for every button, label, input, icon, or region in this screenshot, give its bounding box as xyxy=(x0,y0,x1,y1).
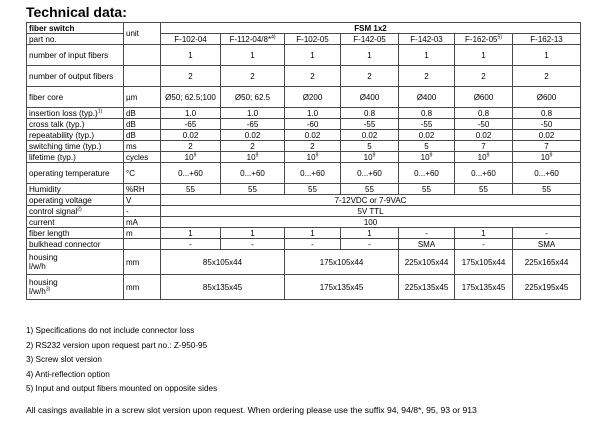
cell-text: 55 xyxy=(365,184,374,194)
cell-text: Ø50; 62.5;100 xyxy=(165,92,216,102)
cell-text: 0.02 xyxy=(244,130,261,140)
footnote-marker: 9 xyxy=(549,151,553,158)
cell-text: 1.0 xyxy=(184,108,197,118)
row-unit: - xyxy=(124,206,161,217)
row-unit: µm xyxy=(124,87,161,108)
cell-text: 10 xyxy=(540,152,550,162)
table-row xyxy=(27,152,581,163)
cell-text: 5 xyxy=(367,141,372,151)
cell-text: 0.02 xyxy=(538,130,555,140)
value-cell xyxy=(455,87,513,108)
cell-text: Ø600 xyxy=(473,92,494,102)
value-cell xyxy=(341,152,399,163)
value-cell: SMA xyxy=(399,239,455,250)
value-cell xyxy=(285,141,341,152)
footnote-marker: 3) xyxy=(45,286,51,293)
cell-text: 55 xyxy=(479,184,488,194)
cell-text: 2 xyxy=(367,71,372,81)
table-row xyxy=(27,206,581,217)
value-cell xyxy=(341,87,399,108)
row-label-text: number of output fibers xyxy=(29,71,114,81)
cell-text: 0.02 xyxy=(475,130,492,140)
value-cell xyxy=(221,152,285,163)
row-unit: dB xyxy=(124,108,161,119)
value-cell xyxy=(513,152,581,163)
cell-text: -60 xyxy=(306,119,319,129)
value-cell xyxy=(221,87,285,108)
row-label xyxy=(27,275,124,300)
group-header: FSM 1x2 xyxy=(161,23,581,34)
cell-text: 2 xyxy=(250,71,255,81)
cell-text: 2 xyxy=(250,141,255,151)
value-cell xyxy=(513,45,581,66)
cell-text: 55 xyxy=(542,184,551,194)
row-label xyxy=(27,250,124,275)
row-unit: mm xyxy=(124,275,161,300)
row-label-text: operating voltage xyxy=(29,195,92,205)
table-row xyxy=(27,184,581,195)
cell-text: 10 xyxy=(246,152,256,162)
cell-text: Ø400 xyxy=(359,92,380,102)
row-label-text: current xyxy=(29,217,55,227)
table-row xyxy=(27,239,581,250)
shared-value-cell: 7-12VDC or 7-9VAC xyxy=(161,195,581,206)
value-cell xyxy=(285,152,341,163)
value-cell xyxy=(285,87,341,108)
footnote: 3) Screw slot version xyxy=(26,355,102,365)
value-cell xyxy=(399,184,455,195)
row-label xyxy=(27,195,124,206)
housing-value-cell: 225x135x45 xyxy=(399,275,455,300)
footnote-marker: 4) xyxy=(271,33,276,40)
value-cell xyxy=(455,141,513,152)
row-label xyxy=(27,141,124,152)
row-unit: %RH xyxy=(124,184,161,195)
footnote-marker: 5) xyxy=(497,33,502,40)
cell-text: 1 xyxy=(367,50,372,60)
row-label-text: housing xyxy=(29,253,58,262)
value-cell: - xyxy=(399,228,455,239)
cell-text: Ø600 xyxy=(536,92,557,102)
row-label xyxy=(27,152,124,163)
value-cell: - xyxy=(513,228,581,239)
value-cell xyxy=(399,66,455,87)
value-cell xyxy=(399,163,455,184)
value-cell xyxy=(399,45,455,66)
value-cell: 1 xyxy=(161,228,221,239)
part-number-header xyxy=(455,34,513,45)
cell-text: 0...+60 xyxy=(300,168,325,178)
row-unit: dB xyxy=(124,119,161,130)
table-row xyxy=(27,275,581,300)
value-cell xyxy=(341,163,399,184)
cell-text: 55 xyxy=(248,184,257,194)
table-row xyxy=(27,45,581,66)
footnote-marker: 9 xyxy=(255,151,259,158)
value-cell xyxy=(513,119,581,130)
cell-text: 0.8 xyxy=(420,108,433,118)
value-cell xyxy=(399,108,455,119)
row-label xyxy=(27,119,124,130)
value-cell xyxy=(221,130,285,141)
table-row xyxy=(27,217,581,228)
row-label-text: switching time (typ.) xyxy=(29,141,102,151)
part-number: F-102-04 xyxy=(174,34,207,44)
row-unit xyxy=(124,239,161,250)
value-cell xyxy=(221,141,285,152)
value-cell xyxy=(455,163,513,184)
value-cell xyxy=(285,163,341,184)
value-cell xyxy=(285,45,341,66)
value-cell xyxy=(161,130,221,141)
row-label xyxy=(27,108,124,119)
row-label-text: number of input fibers xyxy=(29,50,109,60)
cell-text: 0.02 xyxy=(361,130,378,140)
part-no-label: part no. xyxy=(27,34,124,45)
part-number: F-102-05 xyxy=(296,34,329,44)
row-label-text: lifetime (typ.) xyxy=(29,152,76,162)
value-cell xyxy=(161,87,221,108)
row-label-text: cross talk (typ.) xyxy=(29,119,85,129)
value-cell xyxy=(285,130,341,141)
row-label-text: l/w/h xyxy=(29,262,46,271)
row-label xyxy=(27,163,124,184)
row-label-text: repeatability (typ.) xyxy=(29,130,95,140)
value-cell xyxy=(161,163,221,184)
part-number-header xyxy=(341,34,399,45)
table-row xyxy=(27,66,581,87)
cell-text: -55 xyxy=(363,119,376,129)
value-cell xyxy=(221,45,285,66)
value-cell: - xyxy=(285,239,341,250)
table-row xyxy=(27,108,581,119)
cell-text: 10 xyxy=(477,152,487,162)
table-row xyxy=(27,250,581,275)
row-label-text: insertion loss (typ.) xyxy=(29,108,98,118)
cell-text: 0...+60 xyxy=(534,168,559,178)
cell-text: -65 xyxy=(184,119,197,129)
value-cell xyxy=(455,119,513,130)
footnote-marker: 9 xyxy=(429,151,433,158)
row-label xyxy=(27,217,124,228)
footnote-marker: 9 xyxy=(372,151,376,158)
row-label: bulkhead connector xyxy=(27,239,124,250)
value-cell xyxy=(161,119,221,130)
cell-text: 10 xyxy=(363,152,373,162)
part-number-header xyxy=(513,34,581,45)
value-cell xyxy=(161,108,221,119)
value-cell xyxy=(455,45,513,66)
footnote-marker: 9 xyxy=(486,151,490,158)
value-cell xyxy=(221,163,285,184)
housing-value-cell: 175x135x45 xyxy=(455,275,513,300)
cell-text: 0...+60 xyxy=(471,168,496,178)
cell-text: 1 xyxy=(424,50,429,60)
value-cell xyxy=(513,87,581,108)
row-unit: °C xyxy=(124,163,161,184)
cell-text: 1.0 xyxy=(306,108,319,118)
value-cell xyxy=(341,141,399,152)
table-row xyxy=(27,195,581,206)
row-unit: V xyxy=(124,195,161,206)
value-cell xyxy=(341,45,399,66)
cell-text: 0...+60 xyxy=(357,168,382,178)
value-cell xyxy=(341,184,399,195)
value-cell: 1 xyxy=(341,228,399,239)
value-cell xyxy=(513,130,581,141)
housing-value-cell: 175x135x45 xyxy=(285,275,399,300)
value-cell: - xyxy=(341,239,399,250)
technical-data-table xyxy=(26,22,581,300)
part-number-header xyxy=(399,34,455,45)
page-title: Technical data: xyxy=(26,4,127,20)
row-unit: mA xyxy=(124,217,161,228)
cell-text: 2 xyxy=(424,71,429,81)
value-cell xyxy=(399,152,455,163)
value-cell: - xyxy=(161,239,221,250)
row-unit xyxy=(124,66,161,87)
ordering-note: All casings available in a screw slot version upon request. When ordering please use the suffix 94, 94/8*, 95, 93 or 913 xyxy=(26,405,477,415)
value-cell: 1 xyxy=(285,228,341,239)
cell-text: 1 xyxy=(188,50,193,60)
footnote-marker: 1) xyxy=(97,107,103,114)
table-row xyxy=(27,141,581,152)
cell-text: 10 xyxy=(420,152,430,162)
value-cell xyxy=(455,152,513,163)
value-cell xyxy=(513,163,581,184)
value-cell xyxy=(513,108,581,119)
cell-text: 1 xyxy=(310,50,315,60)
cell-text: 1 xyxy=(250,50,255,60)
cell-text: 2 xyxy=(310,71,315,81)
footnotes xyxy=(26,324,217,397)
cell-text: 2 xyxy=(310,141,315,151)
housing-value-cell: 225x165x44 xyxy=(513,250,581,275)
value-cell: - xyxy=(455,239,513,250)
cell-text: 0...+60 xyxy=(414,168,439,178)
cell-text: -65 xyxy=(246,119,259,129)
table-row xyxy=(27,87,581,108)
cell-text: 0.02 xyxy=(418,130,435,140)
value-cell xyxy=(221,66,285,87)
value-cell xyxy=(341,66,399,87)
value-cell xyxy=(341,130,399,141)
row-label-text: operating temperature xyxy=(29,168,110,178)
value-cell xyxy=(399,87,455,108)
housing-value-cell: 175x105x44 xyxy=(285,250,399,275)
part-number-header xyxy=(161,34,221,45)
cell-text: 7 xyxy=(481,141,486,151)
value-cell xyxy=(161,45,221,66)
row-label-text: Humidity xyxy=(29,184,61,194)
row-unit: mm xyxy=(124,250,161,275)
cell-text: 0...+60 xyxy=(178,168,203,178)
housing-value-cell: 225x195x45 xyxy=(513,275,581,300)
value-cell xyxy=(455,184,513,195)
row-label xyxy=(27,206,124,217)
footnote: 1) Specifications do not include connector loss xyxy=(26,326,195,335)
footnote-marker: 9 xyxy=(315,151,319,158)
row-label-text: fiber core xyxy=(29,92,64,102)
value-cell xyxy=(399,141,455,152)
part-number: F-162-13 xyxy=(530,34,563,44)
row-label-text: l/w/h xyxy=(29,287,46,296)
value-cell xyxy=(285,108,341,119)
housing-value-cell: 85x105x44 xyxy=(161,250,285,275)
row-unit: cycles xyxy=(124,152,161,163)
table-row xyxy=(27,130,581,141)
table-row xyxy=(27,119,581,130)
value-cell: 1 xyxy=(221,228,285,239)
cell-text: 0.02 xyxy=(182,130,199,140)
row-label xyxy=(27,130,124,141)
cell-text: 7 xyxy=(544,141,549,151)
cell-text: -55 xyxy=(420,119,433,129)
unit-header: unit xyxy=(124,23,161,45)
value-cell xyxy=(513,141,581,152)
value-cell xyxy=(285,66,341,87)
value-cell xyxy=(455,66,513,87)
part-number: F-142-05 xyxy=(353,34,386,44)
footnote: 2) RS232 version upon request part no.: Z-950-95 xyxy=(26,340,208,350)
cell-text: Ø50; 62.5 xyxy=(234,92,271,102)
value-cell xyxy=(161,141,221,152)
value-cell xyxy=(221,108,285,119)
row-label xyxy=(27,45,124,66)
cell-text: 0.8 xyxy=(363,108,376,118)
cell-text: 0.02 xyxy=(304,130,321,140)
housing-value-cell: 85x135x45 xyxy=(161,275,285,300)
cell-text: 2 xyxy=(481,71,486,81)
value-cell xyxy=(161,66,221,87)
value-cell xyxy=(341,108,399,119)
row-label xyxy=(27,184,124,195)
value-cell xyxy=(455,130,513,141)
footnote-marker: 2) xyxy=(77,205,82,212)
value-cell xyxy=(399,119,455,130)
cell-text: 55 xyxy=(308,184,317,194)
part-number-header xyxy=(221,34,285,45)
value-cell xyxy=(455,108,513,119)
part-number-header xyxy=(285,34,341,45)
value-cell xyxy=(221,119,285,130)
value-cell xyxy=(399,130,455,141)
cell-text: 1.0 xyxy=(246,108,259,118)
cell-text: 10 xyxy=(306,152,316,162)
cell-text: Ø400 xyxy=(416,92,437,102)
cell-text: 5 xyxy=(424,141,429,151)
cell-text: 0.8 xyxy=(540,108,553,118)
value-cell: SMA xyxy=(513,239,581,250)
cell-text: 0...+60 xyxy=(240,168,265,178)
table-row xyxy=(27,228,581,239)
cell-text: 1 xyxy=(481,50,486,60)
cell-text: -50 xyxy=(540,119,553,129)
shared-value-cell: 5V TTL xyxy=(161,206,581,217)
row-unit xyxy=(124,45,161,66)
housing-value-cell: 175x105x44 xyxy=(455,250,513,275)
cell-text: 10 xyxy=(184,152,194,162)
value-cell xyxy=(221,184,285,195)
shared-value-cell: 100 xyxy=(161,217,581,228)
cell-text: 2 xyxy=(188,71,193,81)
row-label-text: control signal xyxy=(29,206,78,216)
row-unit: m xyxy=(124,228,161,239)
value-cell xyxy=(161,184,221,195)
cell-text: 55 xyxy=(422,184,431,194)
footnote: 4) Anti-reflection option xyxy=(26,369,110,379)
part-number: F-162-05 xyxy=(465,34,498,44)
cell-text: 2 xyxy=(188,141,193,151)
footnote: 5) Input and output fibers mounted on opposite sides xyxy=(26,384,218,394)
value-cell xyxy=(285,184,341,195)
cell-text: 55 xyxy=(186,184,195,194)
cell-text: 0.8 xyxy=(477,108,490,118)
row-unit: dB xyxy=(124,130,161,141)
value-cell xyxy=(341,119,399,130)
value-cell xyxy=(513,66,581,87)
cell-text: -50 xyxy=(477,119,490,129)
row-label xyxy=(27,87,124,108)
value-cell: - xyxy=(221,239,285,250)
value-cell xyxy=(513,184,581,195)
row-label xyxy=(27,66,124,87)
housing-value-cell: 225x105x44 xyxy=(399,250,455,275)
cell-text: 2 xyxy=(544,71,549,81)
row-label: fiber length xyxy=(27,228,124,239)
row-label-text: housing xyxy=(29,278,58,287)
part-number: F-112-04/8* xyxy=(229,34,272,44)
row-unit: ms xyxy=(124,141,161,152)
part-number: F-142-03 xyxy=(410,34,443,44)
cell-text: 1 xyxy=(544,50,549,60)
value-cell xyxy=(161,152,221,163)
table-row xyxy=(27,163,581,184)
cell-text: Ø200 xyxy=(302,92,323,102)
header-label: fiber switch xyxy=(27,23,124,34)
value-cell: 1 xyxy=(455,228,513,239)
footnote-marker: 9 xyxy=(193,151,197,158)
value-cell xyxy=(285,119,341,130)
